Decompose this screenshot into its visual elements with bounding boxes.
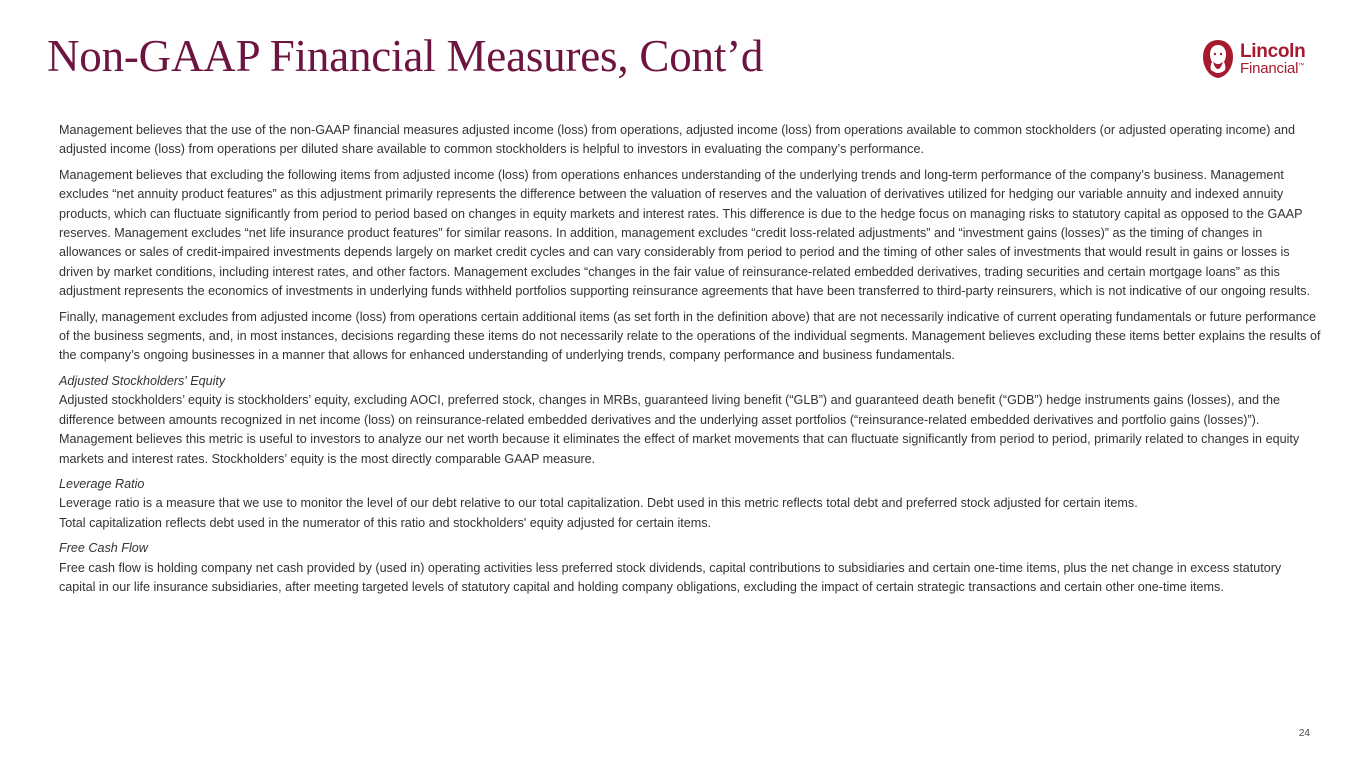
paragraph-adjusted-stockholders-equity: Adjusted stockholders’ equity is stockholders’ equity, excluding AOCI, preferred stock, changes in MRBs, guaranteed living benefit (“GLB”) and guaranteed death benefit (“GDB”) hedge instruments gains (losses), and the difference between amounts recognized in net income (loss) on reinsurance-related embedded derivatives and the underlying asset portfolios (“reinsurance-related embedded derivatives and portfolio gains (losses)”). Management believes this metric is useful to investors to analyze our net worth because it eliminates the effect of market movements that can fluctuate significantly from period to period, primarily related to changes in equity markets and interest rates. Stockholders’ equity is the most directly comparable GAAP measure. — [59, 393, 1300, 466]
lincoln-portrait-icon — [1201, 39, 1235, 79]
heading-free-cash-flow: Free Cash Flow — [59, 541, 148, 556]
heading-leverage-ratio: Leverage Ratio — [59, 476, 145, 491]
paragraph-excluded-items: Management believes that excluding the following items from adjusted income (loss) from operations enhances understanding of the underlying trends and long-term performance of the company’s business. Management excludes “net annuity product features” as this adjustment primarily represents the difference between the valuation of reserves and the valuation of derivatives utilized for hedging our variable annuity and indexed annuity products, which can fluctuate significantly from period to period based on changes in equity markets and interest rates. This difference is due to the hedge focus on managing risks to statutory capital as opposed to the GAAP reserves. Management excludes “net life insurance product features” for similar reasons. In addition, management excludes “credit loss-related adjustments” and “investment gains (losses)” as the timing of changes in allowances or sales of credit-impaired investments depends largely on market credit cycles and can vary considerably from period to period and the timing of other sales of investments that would result in gains or losses is driven by market conditions, including interest rates, and other factors. Management excludes “changes in the fair value of reinsurance-related embedded derivatives, trading securities and certain mortgage loans” as this adjustment represents the economics of investments in underlying funds withheld portfolios supporting reinsurance agreements that have been transferred to third-party reinsurers, which is not indicative of our ongoing results. — [59, 167, 1310, 299]
page-number: 24 — [1298, 728, 1310, 739]
paragraph-additional-items: Finally, management excludes from adjusted income (loss) from operations certain additional items (as set forth in the definition above) that are not necessarily indicative of current operating fundamentals or future performance of the business segments, and, in most instances, decisions regarding these items do not necessarily relate to the operations of the individual segments. Management believes excluding these items better explains the results of the company’s ongoing businesses in a manner that allows for enhanced understanding of underlying trends, company performance and business fundamentals. — [59, 309, 1321, 363]
paragraph-non-gaap-usefulness: Management believes that the use of the non-GAAP financial measures adjusted income (loss) from operations, adjusted income (loss) from operations available to common stockholders (or adjusted operating income) and adjusted income (loss) from operations per diluted share available to common stockholders is helpful to investors in evaluating the company’s performance. — [59, 123, 1296, 157]
logo-word-financial: Financial™ — [1240, 60, 1305, 77]
lincoln-financial-logo — [1201, 38, 1321, 80]
logo-word-lincoln: Lincoln — [1240, 41, 1306, 62]
page-title: Non-GAAP Financial Measures, Cont’d — [47, 31, 764, 81]
paragraph-free-cash-flow: Free cash flow is holding company net cash provided by (used in) operating activities less preferred stock dividends, capital contributions to subsidiaries and certain one-time items, plus the net change in excess statutory capital in our life insurance subsidiaries, after meeting targeted levels of statutory capital and holding company obligations, excluding the impact of certain strategic transactions and certain other one-time items. — [59, 560, 1282, 594]
logo-wordmark — [1240, 42, 1305, 76]
leverage-ratio-line-2: Total capitalization reflects debt used in the numerator of this ratio and stockholders' equity adjusted for certain items. — [59, 515, 712, 530]
leverage-ratio-line-1: Leverage ratio is a measure that we use to monitor the level of our debt relative to our total capitalization. Debt used in this metric reflects total debt and preferred stock adjusted for certain items. — [59, 496, 1138, 511]
heading-adjusted-stockholders-equity: Adjusted Stockholders' Equity — [59, 373, 226, 388]
body-text — [59, 121, 1321, 603]
